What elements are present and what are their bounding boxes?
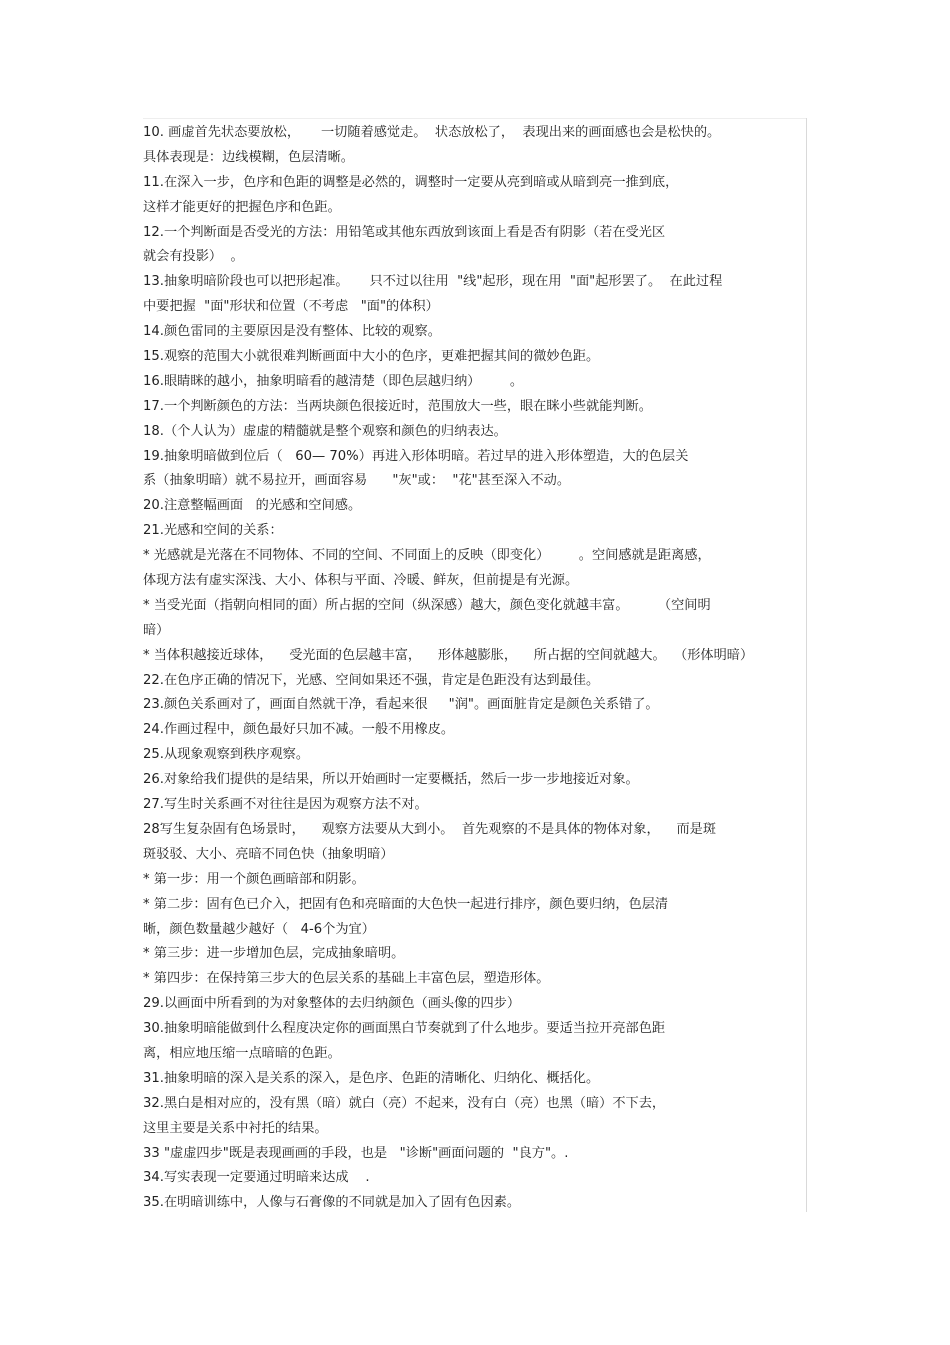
- text-line: 21.光感和空间的关系：: [143, 523, 283, 539]
- top-border: [143, 118, 807, 119]
- text-line: 24.作画过程中，颜色最好只加不减。一般不用橡皮。: [143, 722, 455, 738]
- text-line: 15.观察的范围大小就很难判断画面中大小的色序，更难把握其间的微妙色距。: [143, 349, 600, 365]
- text-line: 33 "虚虚四步"既是表现画画的手段，也是 "诊断"画面问题的 "良方"。.: [143, 1145, 569, 1161]
- text-line: 25.从现象观察到秩序观察。: [143, 747, 310, 763]
- text-line: 离，相应地压缩一点暗暗的色距。: [143, 1045, 341, 1061]
- text-line: 23.颜色关系画对了，画面自然就干净，看起来很 "润"。画面脏肯定是颜色关系错了。: [143, 697, 659, 713]
- text-line: 29.以画面中所看到的为对象整体的去归纳颜色（画头像的四步）: [143, 996, 521, 1012]
- text-line: 体现方法有虚实深浅、大小、体积与平面、冷暖、鲜灰，但前提是有光源。: [143, 573, 579, 589]
- text-line: 12.一个判断面是否受光的方法：用铅笔或其他东西放到该面上看是否有阴影（若在受光区: [143, 224, 666, 240]
- text-line: * 光感就是光落在不同物体、不同的空间、不同面上的反映（即变化） 。空间感就是距离感，: [143, 548, 711, 564]
- text-line: 28写生复杂固有色场景时， 观察方法要从大到小。 首先观察的不是具体的物体对象， 而是斑: [143, 821, 717, 837]
- text-line: 34.写实表现一定要通过明暗来达成 .: [143, 1170, 370, 1186]
- text-line: * 第三步：进一步增加色层，完成抽象暗明。: [143, 946, 405, 962]
- text-line: 10. 画虚首先状态要放松， 一切随着感觉走。 状态放松了， 表现出来的画面感也会是松快的。: [143, 125, 721, 140]
- text-line: 26.对象给我们提供的是结果，所以开始画时一定要概括，然后一步一步地接近对象。: [143, 772, 639, 788]
- text-line: * 当受光面（指朝向相同的面）所占据的空间（纵深感）越大，颜色变化就越丰富。 （空间明: [143, 597, 711, 613]
- text-line: * 第二步：固有色已介入，把固有色和亮暗面的大色快一起进行排序，颜色要归纳，色层清: [143, 896, 669, 912]
- text-line: 这样才能更好的把握色序和色距。: [143, 199, 341, 215]
- text-line: 22.在色序正确的情况下，光感、空间如果还不强，肯定是色距没有达到最佳。: [143, 672, 600, 688]
- text-line: 13.抽象明暗阶段也可以把形起准。 只不过以往用 "线"起形，现在用 "面"起形罢了。 在此过程: [143, 274, 723, 290]
- text-line: 16.眼睛眯的越小，抽象明暗看的越清楚（即色层越归纳） 。: [143, 373, 524, 389]
- text-line: 11.在深入一步，色序和色距的调整是必然的，调整时一定要从亮到暗或从暗到亮一推到底，: [143, 174, 679, 190]
- text-line: 31.抽象明暗的深入是关系的深入，是色序、色距的清晰化、归纳化、概括化。: [143, 1070, 600, 1086]
- text-line: * 当体积越接近球体， 受光面的色层越丰富， 形体越膨胀， 所占据的空间就越大。 （形体明暗）: [143, 647, 754, 663]
- text-line: 27.写生时关系画不对往往是因为观察方法不对。: [143, 797, 428, 813]
- text-line: 19.抽象明暗做到位后（ 60— 70%）再进入形体明暗。若过早的进入形体塑造，大的色层关: [143, 448, 689, 464]
- text-line: 中要把握 "面"形状和位置（不考虑 "面"的体积）: [143, 299, 439, 315]
- text-line: 晰，颜色数量越少越好（ 4-6个为宜）: [143, 921, 375, 937]
- text-line: 系（抽象明暗）就不易拉开，画面容易 "灰"或： "花"甚至深入不动。: [143, 473, 571, 489]
- text-line: 30.抽象明暗能做到什么程度决定你的画面黑白节奏就到了什么地步。要适当拉开亮部色距: [143, 1021, 666, 1037]
- text-line: 就会有投影） 。: [143, 249, 244, 265]
- text-line: 斑驳驳、大小、亮暗不同色快（抽象明暗）: [143, 846, 394, 862]
- text-line: 20.注意整幅画面 的光感和空间感。: [143, 498, 362, 514]
- text-line: 14.颜色雷同的主要原因是没有整体、比较的观察。: [143, 324, 441, 340]
- right-border: [806, 118, 807, 1212]
- text-line: 具体表现是：边线模糊，色层清晰。: [143, 149, 354, 165]
- notes-body: [143, 121, 805, 1216]
- text-line: 这里主要是关系中衬托的结果。: [143, 1120, 328, 1136]
- text-line: * 第一步：用一个颜色画暗部和阴影。: [143, 871, 365, 887]
- text-line: 17.一个判断颜色的方法：当两块颜色很接近时，范围放大一些，眼在眯小些就能判断。: [143, 398, 652, 414]
- text-line: 18.（个人认为）虚虚的精髓就是整个观察和颜色的归纳表达。: [143, 423, 507, 439]
- text-line: 暗）: [143, 622, 170, 638]
- text-line: 32.黑白是相对应的，没有黑（暗）就白（亮）不起来，没有白（亮）也黑（暗）不下去，: [143, 1095, 666, 1111]
- text-line: 35.在明暗训练中，人像与石膏像的不同就是加入了固有色因素。: [143, 1195, 521, 1211]
- text-line: * 第四步：在保持第三步大的色层关系的基础上丰富色层，塑造形体。: [143, 971, 550, 987]
